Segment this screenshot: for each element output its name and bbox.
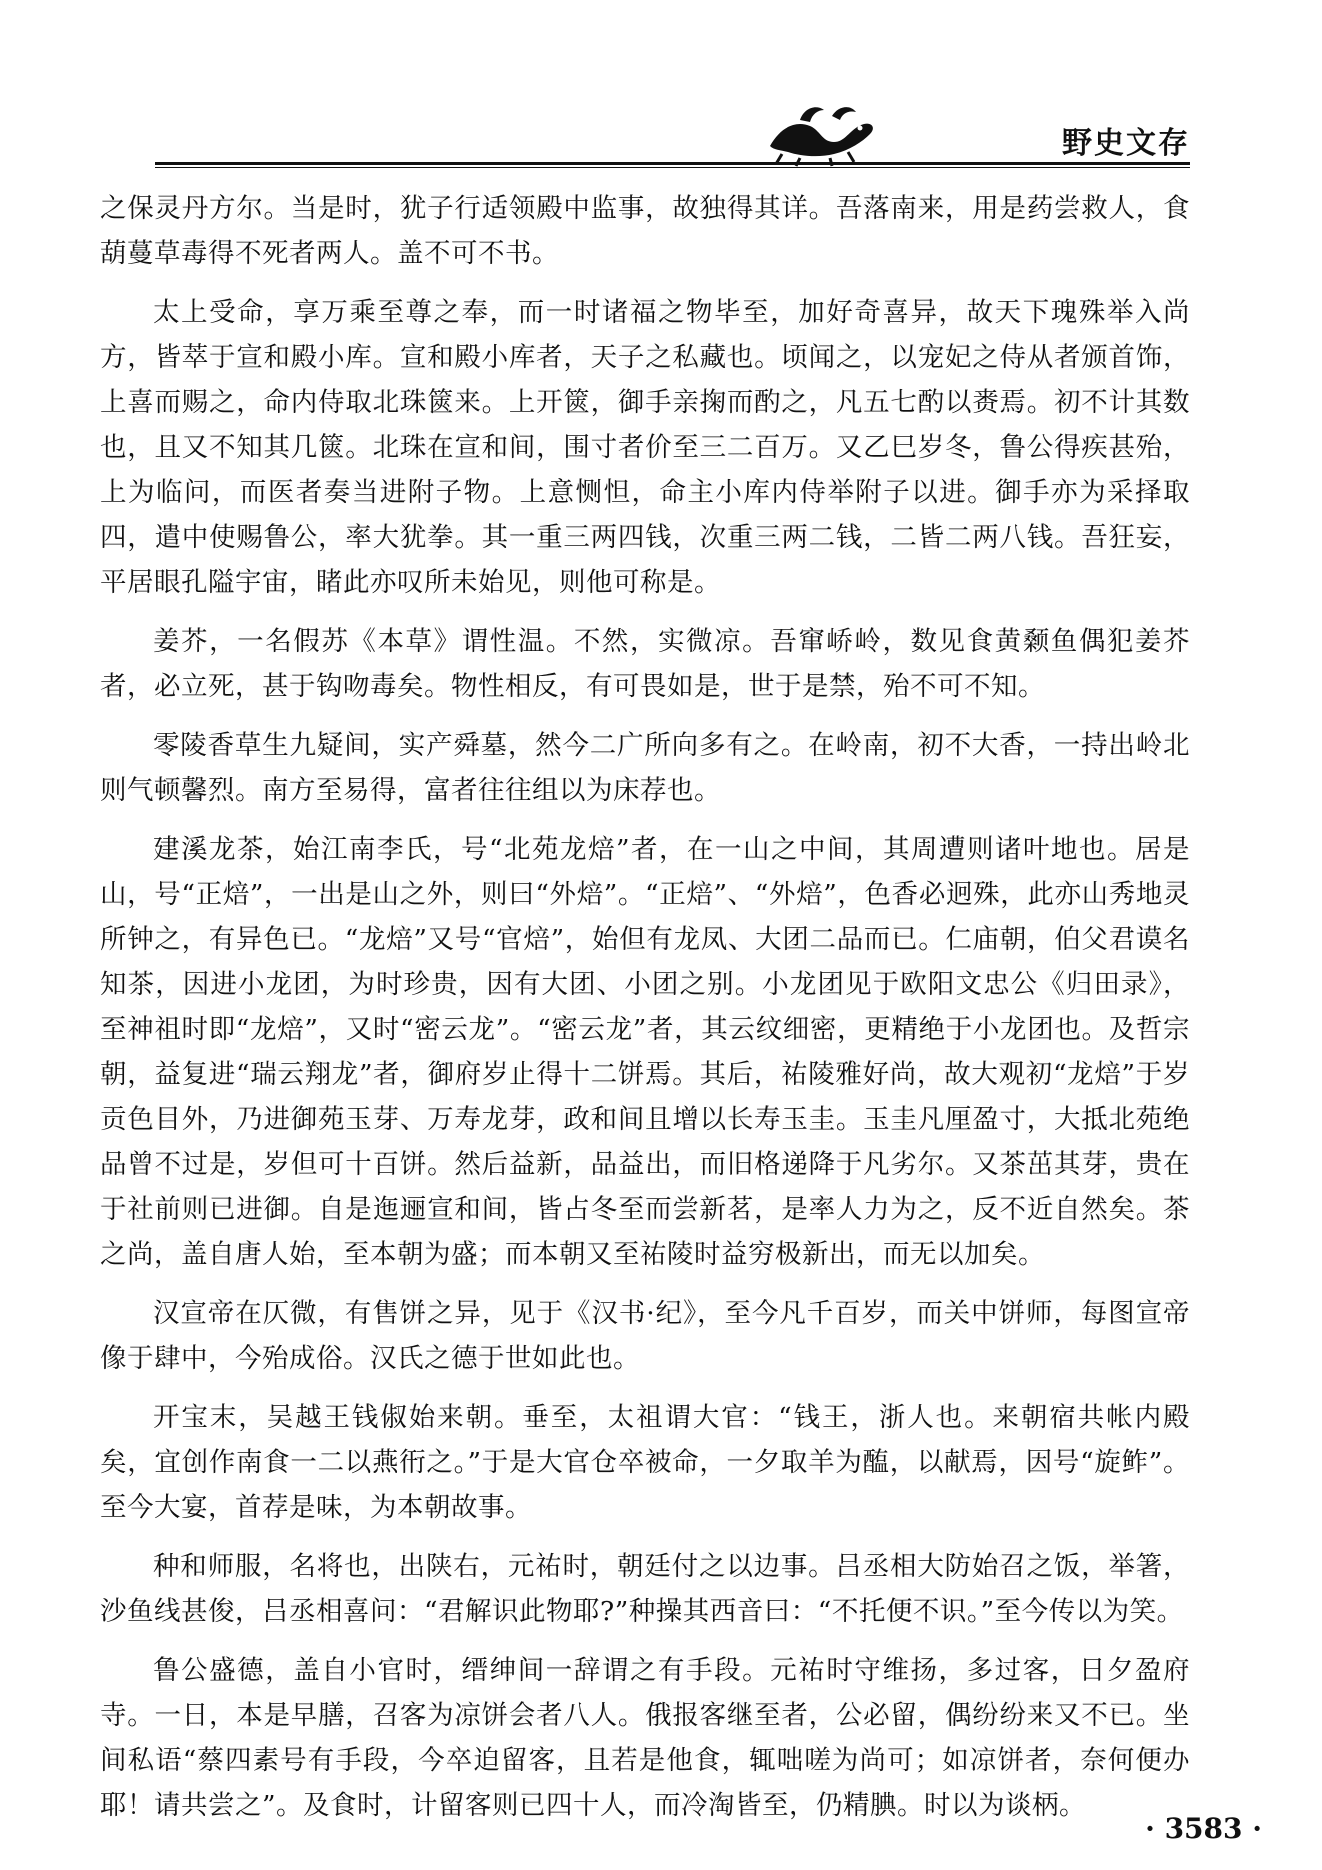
paragraph-2: 太上受命，享万乘至尊之奉，而一时诸福之物毕至，加好奇喜异，故天下瑰殊举入尚方，皆萃于宣和殿小库。宣和殿小库者，天子之私藏也。顷闻之，以宠妃之侍从者颁首饰，上喜而赐之，命内侍取北珠篋来。上开篋，御手亲掬而酌之，凡五七酌以赉焉。初不计其数也，且又不知其几篋。北珠在宣和间，围寸者价至三二百万。又乙巳岁冬，鲁公得疾甚殆，上为临问，而医者奏当进附子物。上意恻怛，命主小库内侍举附子以进。御手亦为采择取四，遣中使赐鲁公，率大犹拳。其一重三两四钱，次重三两二钱，二皆二两八钱。吾狂妄，平居眼孔隘宇宙，睹此亦叹所未始见，则他可称是。	[100, 297, 1190, 598]
paragraph-4: 零陵香草生九疑间，实产舜墓，然今二广所向多有之。在岭南，初不大香，一持出岭北则气顿馨烈。南方至易得，富者往往组以为床荐也。	[100, 730, 1190, 806]
page-number: · 3583 ·	[1145, 1812, 1262, 1845]
header-rule-thin	[155, 167, 1190, 168]
paragraph-9: 鲁公盛德，盖自小官时，缙绅间一辞谓之有手段。元祐时守维扬，多过客，日夕盈府寺。一日，本是早膳，召客为凉饼会者八人。俄报客继至者，公必留，偶纷纷来又不已。坐间私语“蔡四素号有手段，今卒迫留客，且若是他食，辄咄嗟为尚可；如凉饼者，奈何便办耶！请共尝之”。及食时，计留客则已四十人，而冷淘皆至，仍精腆。时以为谈柄。	[100, 1655, 1190, 1821]
paragraph-7: 开宝末，吴越王钱俶始来朝。垂至，太祖谓大官：“钱王，浙人也。来朝宿共帐内殿矣，宜创作南食一二以燕衎之。”于是大官仓卒被命，一夕取羊为醢，以献焉，因号“旋鲊”。至今大宴，首荐是味，为本朝故事。	[100, 1402, 1190, 1523]
running-title: 野史文存	[1062, 126, 1190, 161]
paragraph-8: 种和师服，名将也，出陕右，元祐时，朝廷付之以边事。吕丞相大防始召之饭，举箸，沙鱼线甚俊，吕丞相喜问：“君解识此物耶?”种操其西音曰：“不托便不识。”至今传以为笑。	[100, 1551, 1190, 1627]
paragraph-3: 姜芥，一名假苏《本草》谓性温。不然，实微凉。吾窜峤岭，数见食黄颡鱼偶犯姜芥者，必立死，甚于钩吻毒矣。物性相反，有可畏如是，世于是禁，殆不可不知。	[100, 626, 1190, 702]
page-header	[100, 96, 1190, 166]
page-body	[100, 186, 1190, 1842]
paragraph-6: 汉宣帝在仄微，有售饼之异，见于《汉书·纪》，至今凡千百岁，而关中饼师，每图宣帝像于肆中，今殆成俗。汉氏之德于世如此也。	[100, 1298, 1190, 1374]
header-rule	[155, 162, 1190, 165]
dragon-emblem-icon	[760, 98, 880, 168]
paragraph-5: 建溪龙茶，始江南李氏，号“北苑龙焙”者，在一山之中间，其周遭则诸叶地也。居是山，号“正焙”，一出是山之外，则曰“外焙”。“正焙”、“外焙”，色香必迥殊，此亦山秀地灵所钟之，有异色已。“龙焙”又号“官焙”，始但有龙凤、大团二品而已。仁庙朝，伯父君谟名知茶，因进小龙团，为时珍贵，因有大团、小团之别。小龙团见于欧阳文忠公《归田录》，至神祖时即“龙焙”，又时“密云龙”。“密云龙”者，其云纹细密，更精绝于小龙团也。及哲宗朝，益复进“瑞云翔龙”者，御府岁止得十二饼焉。其后，祐陵雅好尚，故大观初“龙焙”于岁贡色目外，乃进御苑玉芽、万寿龙芽，政和间且增以长寿玉圭。玉圭凡厘盈寸，大抵北苑绝品曾不过是，岁但可十百饼。然后益新，品益出，而旧格递降于凡劣尔。又茶茁其芽，贵在于社前则已进御。自是迤逦宣和间，皆占冬至而尝新茗，是率人力为之，反不近自然矣。茶之尚，盖自唐人始，至本朝为盛；而本朝又至祐陵时益穷极新出，而无以加矣。	[100, 834, 1190, 1270]
paragraph-1: 之保灵丹方尔。当是时，犹子行适领殿中监事，故独得其详。吾落南来，用是药尝救人，食葫蔓草毒得不死者两人。盖不可不书。	[100, 193, 1190, 269]
